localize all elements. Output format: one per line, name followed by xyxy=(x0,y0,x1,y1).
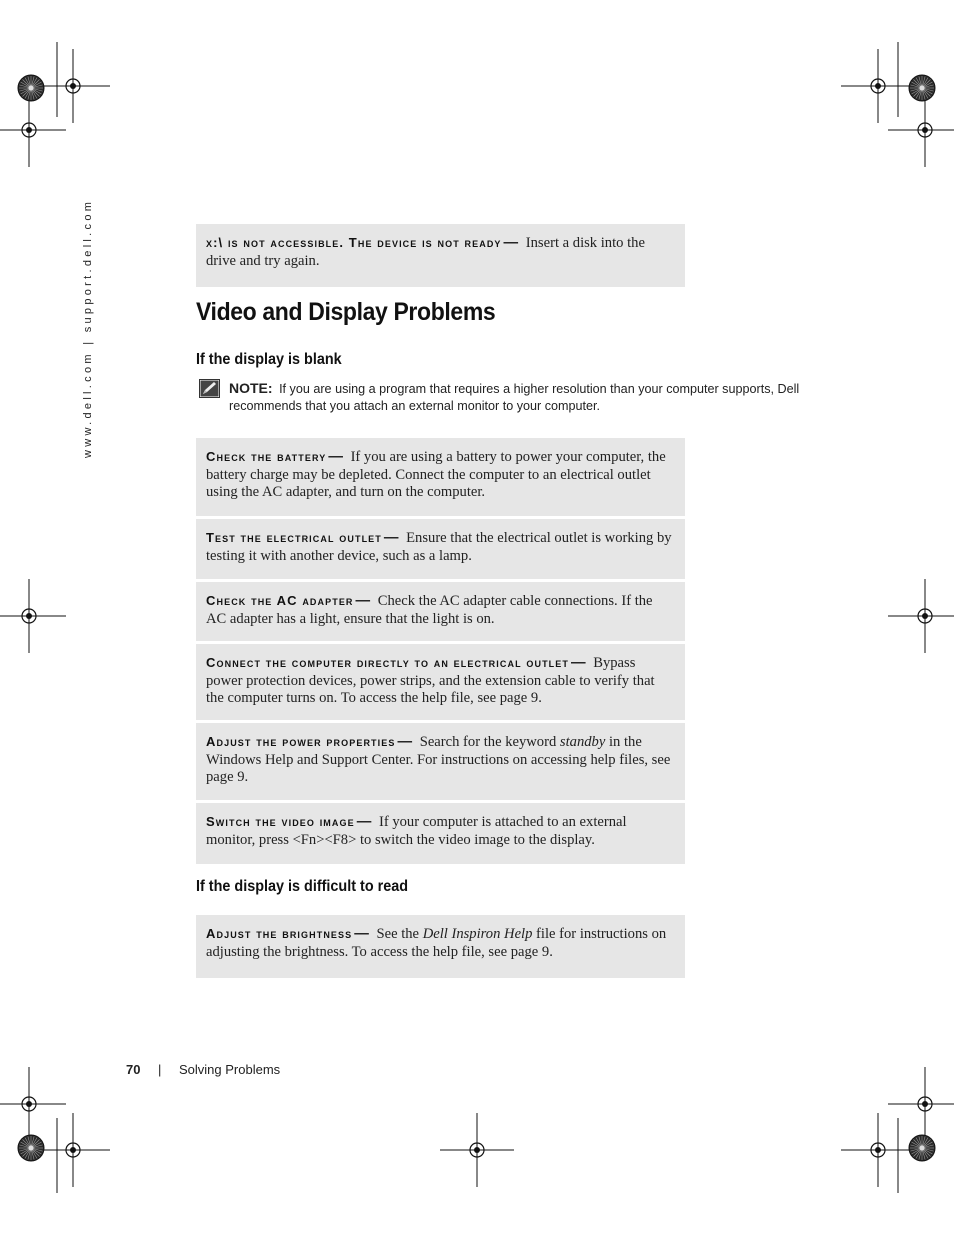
tip-text: See the xyxy=(376,926,423,942)
tip-lead: Connect the computer directly to an electrical outlet xyxy=(206,655,569,670)
box-lead: x:\ is not accessible. The device is not ready xyxy=(206,235,502,250)
tip-lead: Adjust the brightness xyxy=(206,926,353,941)
tip-box xyxy=(196,644,685,720)
tip-lead: Adjust the power properties xyxy=(206,734,396,749)
tip-text: Check the AC adapter cable connections. If the AC adapter has a light, ensure that the light is on. xyxy=(206,593,653,627)
tip-text: in the Windows Help and Support Center. For instructions on accessing help files, see page 9. xyxy=(206,734,671,785)
section-title-blank: If the display is blank xyxy=(196,351,342,368)
tip-box xyxy=(196,438,685,516)
section-title-difficult: If the display is difficult to read xyxy=(196,878,409,895)
tip-box xyxy=(196,803,685,864)
footer-title: Solving Problems xyxy=(179,1062,281,1077)
footer-separator: | xyxy=(158,1062,162,1077)
note-text-block xyxy=(229,380,809,415)
note-label: NOTE: xyxy=(229,380,273,396)
em-dash: — xyxy=(570,655,586,671)
tip-text: If you are using a battery to power your computer, the battery charge may be depleted. Connect the computer to an electrical outlet using the AC adapter, and turn on the computer. xyxy=(206,449,666,500)
tip-box xyxy=(196,723,685,800)
tip-lead: Check the battery xyxy=(206,449,327,464)
tip-text: Bypass power protection devices, power strips, and the extension cable to verify that the computer turns on. To access the help file, see page 9. xyxy=(206,655,655,706)
tip-keyword: standby xyxy=(559,734,606,750)
box-text: Insert a disk into the drive and try again. xyxy=(206,235,645,269)
page-number: 70 xyxy=(126,1062,141,1077)
tip-text: file for instructions on adjusting the brightness. To access the help file, see page 9. xyxy=(206,926,667,960)
tip-text: Ensure that the electrical outlet is working by testing it with another device, such as a lamp. xyxy=(206,530,672,564)
tip-box xyxy=(196,915,685,978)
tip-text: Search for the keyword xyxy=(419,734,560,750)
tip-lead: Check the AC adapter xyxy=(206,593,354,608)
em-dash: — xyxy=(355,593,371,609)
note-pencil-icon xyxy=(199,379,220,398)
page-title: Video and Display Problems xyxy=(196,298,496,326)
em-dash: — xyxy=(397,734,413,750)
em-dash: — xyxy=(328,449,343,465)
em-dash: — xyxy=(354,926,369,942)
side-url-text: www.dell.com | support.dell.com xyxy=(82,198,94,458)
tip-box xyxy=(196,582,685,641)
note-text: If you are using a program that requires a higher resolution than your computer supports, Dell recommends that you attach an external monitor to your computer. xyxy=(229,382,800,413)
em-dash: — xyxy=(356,814,372,830)
tip-text: If your computer is attached to an external monitor, press <Fn><F8> to switch the video image to the display. xyxy=(206,814,627,848)
tip-lead: Switch the video image xyxy=(206,814,355,829)
tip-doc-title: Dell Inspiron Help xyxy=(422,926,533,942)
tip-box xyxy=(196,519,685,579)
drive-error-box xyxy=(196,224,685,287)
tip-lead: Test the electrical outlet xyxy=(206,530,382,545)
em-dash: — xyxy=(503,235,519,251)
em-dash: — xyxy=(383,530,399,546)
